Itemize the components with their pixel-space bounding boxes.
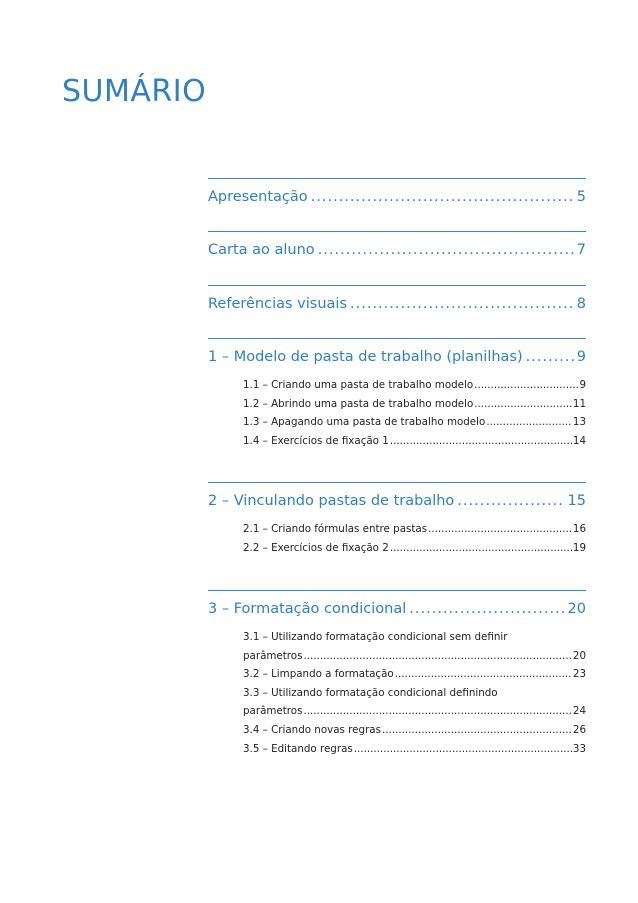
toc-subsection[interactable] <box>243 539 586 558</box>
page-title: SUMÁRIO <box>62 74 207 110</box>
toc-page-number: 11 <box>572 397 586 410</box>
toc-subsection-line1: 3.3 – Utilizando formatação condicional definindo <box>243 686 498 699</box>
dot-leader <box>303 702 571 721</box>
toc-chapter-line <box>208 189 586 205</box>
toc-subsection[interactable] <box>243 740 586 759</box>
dot-leader <box>350 296 574 312</box>
toc-sub-label: 2.1 – Criando fórmulas entre pastas <box>243 523 428 535</box>
dot-leader <box>526 349 574 365</box>
toc-chapter-carta[interactable] <box>208 231 586 258</box>
toc-subsection[interactable] <box>243 665 586 684</box>
toc-chapter-3[interactable] <box>208 590 586 758</box>
toc-sub-label: 1.4 – Exercícios de fixação 1 <box>243 434 389 447</box>
toc-chapter-line <box>208 349 586 365</box>
toc-sub-label: 3.5 – Editando regras <box>243 742 353 755</box>
toc-chapter-label: 1 – Modelo de pasta de trabalho (planilhas) <box>208 349 523 365</box>
toc-subsection[interactable] <box>243 395 586 414</box>
toc-subsection[interactable] <box>243 520 586 539</box>
toc-page-number: 20 <box>572 649 586 662</box>
toc-page-number: 8 <box>576 296 586 312</box>
toc-chapter-1[interactable] <box>208 338 586 450</box>
dot-leader <box>395 665 572 684</box>
toc-chapter-2[interactable] <box>208 482 586 557</box>
toc-sub-label: 3.4 – Criando novas regras <box>243 723 381 736</box>
toc-subsection-line1: 3.1 – Utilizando formatação condicional sem definir <box>243 631 508 643</box>
dot-leader <box>457 493 564 509</box>
toc-chapter-label: Carta ao aluno <box>208 242 315 258</box>
dot-leader <box>354 740 572 759</box>
toc-subsection[interactable] <box>243 376 586 395</box>
toc-sub-label: parâmetros <box>243 649 303 662</box>
toc-sub-label: 2.2 – Exercícios de fixação 2 <box>243 541 389 554</box>
toc-page-number: 26 <box>572 723 586 736</box>
toc-subsection[interactable] <box>243 432 586 451</box>
dot-leader <box>390 539 572 558</box>
toc-chapter-referencias[interactable] <box>208 285 586 312</box>
toc-page-number: 14 <box>572 434 586 447</box>
toc-subsection[interactable] <box>243 647 586 666</box>
toc-page-number: 19 <box>572 541 586 554</box>
toc-page-number: 16 <box>572 523 586 535</box>
toc-page-number: 9 <box>579 379 586 391</box>
toc-subsections <box>243 520 586 557</box>
dot-leader <box>382 721 572 740</box>
toc-chapter-label: Referências visuais <box>208 296 347 312</box>
toc-chapter-label: 3 – Formatação condicional <box>208 601 407 617</box>
toc-chapter-line <box>208 296 586 312</box>
toc-chapter-line <box>208 601 586 617</box>
toc-page-number: 33 <box>572 742 586 755</box>
toc-page-number: 5 <box>576 189 586 205</box>
dot-leader <box>409 601 564 617</box>
toc-subsection[interactable] <box>243 413 586 432</box>
dot-leader <box>474 395 572 414</box>
dot-leader <box>474 376 578 395</box>
toc-page-number: 7 <box>576 242 586 258</box>
toc-chapter-apresentacao[interactable] <box>208 178 586 205</box>
dot-leader <box>428 520 572 539</box>
toc-sub-label: 1.2 – Abrindo uma pasta de trabalho modelo <box>243 397 474 410</box>
toc-sub-label: 1.3 – Apagando uma pasta de trabalho modelo <box>243 416 486 429</box>
toc-page-number: 9 <box>576 349 586 365</box>
dot-leader <box>486 413 572 432</box>
dot-leader <box>318 242 574 258</box>
toc-page-number: 15 <box>567 493 586 509</box>
dot-leader <box>390 432 572 451</box>
toc-subsections <box>243 376 586 450</box>
toc-sub-label: 3.2 – Limpando a formatação <box>243 668 394 681</box>
dot-leader <box>311 189 574 205</box>
toc-subsections <box>243 628 586 758</box>
toc-subsection[interactable] <box>243 702 586 721</box>
toc-sub-label: 1.1 – Criando uma pasta de trabalho modelo <box>243 379 474 391</box>
toc-subsection[interactable] <box>243 721 586 740</box>
toc-page-number: 20 <box>567 601 586 617</box>
toc-chapter-label: 2 – Vinculando pastas de trabalho <box>208 493 455 509</box>
dot-leader <box>303 647 571 666</box>
toc-chapter-label: Apresentação <box>208 189 308 205</box>
toc-chapter-line <box>208 242 586 258</box>
toc-page-number: 24 <box>572 705 586 718</box>
toc-page-number: 13 <box>572 416 586 429</box>
toc-chapter-line <box>208 493 586 509</box>
toc-page-number: 23 <box>572 668 586 681</box>
toc-sub-label: parâmetros <box>243 705 303 718</box>
